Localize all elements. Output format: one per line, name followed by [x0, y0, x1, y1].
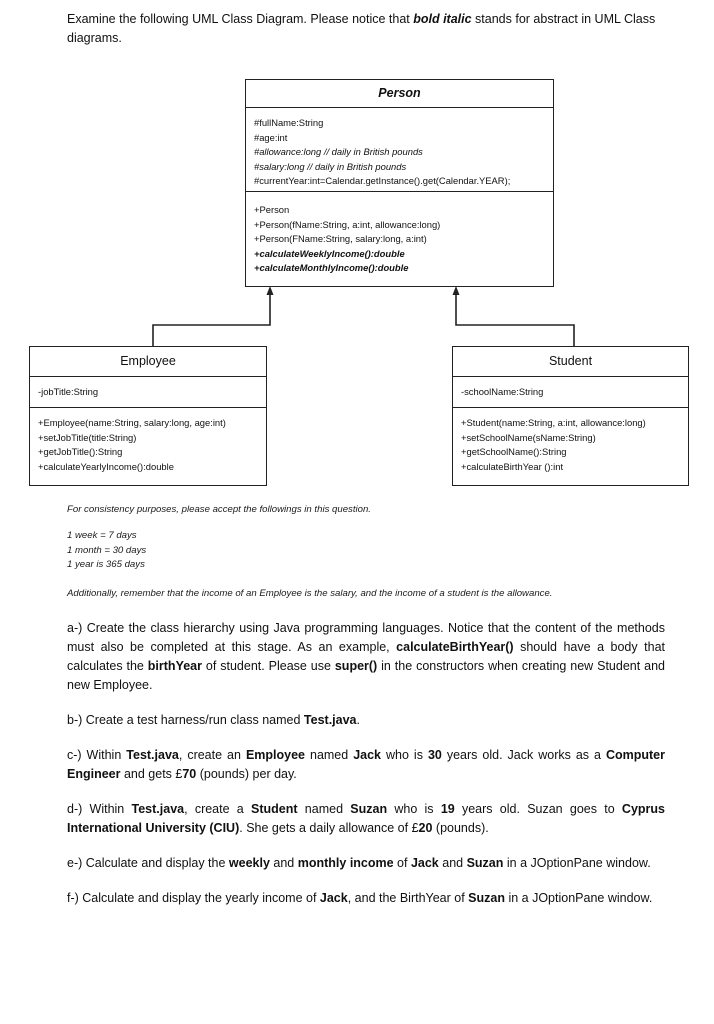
employee-operation: +getJobTitle():String — [38, 446, 123, 457]
student-class-name: Student — [453, 347, 688, 377]
question-text: named — [305, 748, 354, 762]
question-text: named — [297, 802, 351, 816]
question-text: who is — [381, 748, 428, 762]
person-attribute: #salary:long // daily in British pounds — [254, 160, 407, 172]
student-attributes — [453, 377, 688, 408]
employee-attribute: -jobTitle:String — [38, 386, 99, 397]
person-attribute: #currentYear:int=Calendar.getInstance().get(Calendar.YEAR); — [254, 175, 511, 186]
question-bold-text: monthly income — [297, 856, 394, 870]
employee-operation: +calculateYearlyIncome():double — [38, 460, 174, 472]
question-bold-text: super() — [334, 659, 378, 673]
question-text: who is — [387, 802, 441, 816]
person-attribute: #fullName:String — [254, 117, 324, 128]
question-d — [67, 800, 665, 838]
question-bold-text: Computer Engineer — [67, 748, 665, 781]
question-text: years old. Suzan goes to — [454, 802, 622, 816]
question-bold-text: Cyprus International University (CIU) — [67, 802, 665, 835]
student-operation: +setSchoolName(sName:String) — [461, 431, 596, 443]
question-text: , create an — [178, 748, 246, 762]
question-bold-text: Suzan — [466, 856, 504, 870]
person-class — [245, 79, 554, 287]
intro-after: stands for abstract in UML Class diagrams. — [67, 12, 656, 45]
employee-inheritance-line — [153, 292, 270, 346]
question-text: years old. Jack works as a — [441, 748, 606, 762]
employee-operation: +setJobTitle(title:String) — [38, 431, 137, 443]
question-text: a-) Create the class hierarchy using Java programming languages. Notice that the content of the methods must also be completed at this stage. As an example, — [67, 621, 665, 654]
employee-attributes — [30, 377, 266, 408]
question-bold-text: Test.java — [131, 802, 185, 816]
question-text: , create a — [184, 802, 252, 816]
question-bold-text: Suzan — [350, 802, 388, 816]
question-bold-text: weekly — [228, 856, 270, 870]
student-class — [452, 346, 689, 486]
question-bold-text: Suzan — [468, 891, 505, 905]
question-a — [67, 619, 665, 695]
person-attribute: #age:int — [254, 131, 288, 143]
question-text: . — [356, 713, 360, 727]
question-text: , and the BirthYear of — [347, 891, 469, 905]
student-operation: +getSchoolName():String — [461, 446, 567, 457]
question-text: . She gets a daily allowance of £ — [239, 821, 419, 835]
person-operation: +Person — [254, 204, 290, 215]
income-note: Additionally, remember that the income of an Employee is the salary, and the income of a student is the allowance. — [67, 588, 553, 599]
unit-month: 1 month = 30 days — [67, 544, 147, 556]
question-bold-text: Jack — [353, 748, 382, 762]
student-operations — [453, 408, 688, 474]
question-text: f-) Calculate and display the yearly income of — [67, 891, 320, 905]
person-operations — [246, 192, 553, 276]
student-operation: +Student(name:String, a:int, allowance:long) — [461, 417, 646, 428]
question-text: (pounds) per day. — [196, 767, 297, 781]
person-abstract-operation: +calculateWeeklyIncome():double — [254, 247, 405, 259]
employee-class-name: Employee — [30, 347, 266, 377]
employee-class — [29, 346, 267, 486]
question-text: in a JOptionPane window. — [503, 856, 651, 870]
student-operation: +calculateBirthYear ():int — [461, 460, 564, 472]
question-list — [67, 619, 665, 924]
question-text: d-) Within — [67, 802, 132, 816]
question-bold-text: 20 — [418, 821, 433, 835]
person-operation: +Person(FName:String, salary:long, a:int) — [254, 233, 427, 244]
person-attribute: #allowance:long // daily in British pounds — [254, 146, 423, 157]
question-text: and gets £ — [120, 767, 183, 781]
question-bold-text: calculateBirthYear() — [396, 640, 514, 654]
question-bold-text: Test.java — [126, 748, 179, 762]
question-bold-text: 70 — [182, 767, 197, 781]
person-class-name: Person — [246, 80, 553, 108]
person-abstract-operation: +calculateMonthlyIncome():double — [254, 262, 409, 273]
question-b — [67, 711, 665, 730]
question-text: b-) Create a test harness/run class named — [67, 713, 304, 727]
student-inheritance-line — [456, 292, 574, 346]
intro-text — [67, 10, 657, 48]
student-attribute: -schoolName:String — [461, 386, 544, 397]
question-c — [67, 746, 665, 784]
question-text: should have a body that calculates the — [67, 640, 665, 673]
employee-operation: +Employee(name:String, salary:long, age:int) — [38, 417, 226, 428]
employee-operations — [30, 408, 266, 474]
question-text: in the constructors when creating new Student and new Employee. — [67, 659, 665, 692]
question-text: (pounds). — [432, 821, 489, 835]
unit-definitions — [67, 529, 146, 573]
unit-year: 1 year is 365 days — [67, 559, 145, 570]
question-text: and — [438, 856, 467, 870]
consistency-note: For consistency purposes, please accept the followings in this question. — [67, 504, 371, 515]
person-attributes — [246, 108, 553, 192]
question-e — [67, 854, 665, 873]
question-f — [67, 889, 665, 908]
intro-before: Examine the following UML Class Diagram. Please notice that — [67, 12, 414, 26]
person-operation: +Person(fName:String, a:int, allowance:long) — [254, 218, 441, 230]
question-text: c-) Within — [67, 748, 127, 762]
question-bold-text: Employee — [245, 748, 305, 762]
question-bold-text: Test.java — [303, 713, 357, 727]
question-text: and — [269, 856, 298, 870]
question-text: of — [393, 856, 411, 870]
question-bold-text: Student — [251, 802, 298, 816]
question-text: in a JOptionPane window. — [504, 891, 653, 905]
intro-emphasis: bold italic — [413, 12, 472, 26]
question-bold-text: Jack — [410, 856, 439, 870]
question-text: e-) Calculate and display the — [67, 856, 229, 870]
unit-week: 1 week = 7 days — [67, 530, 137, 541]
student-arrowhead-icon — [453, 286, 460, 295]
question-bold-text: birthYear — [147, 659, 202, 673]
question-bold-text: Jack — [319, 891, 348, 905]
employee-arrowhead-icon — [267, 286, 274, 295]
question-bold-text: 19 — [440, 802, 455, 816]
question-text: of student. Please use — [201, 659, 335, 673]
question-bold-text: 30 — [427, 748, 442, 762]
